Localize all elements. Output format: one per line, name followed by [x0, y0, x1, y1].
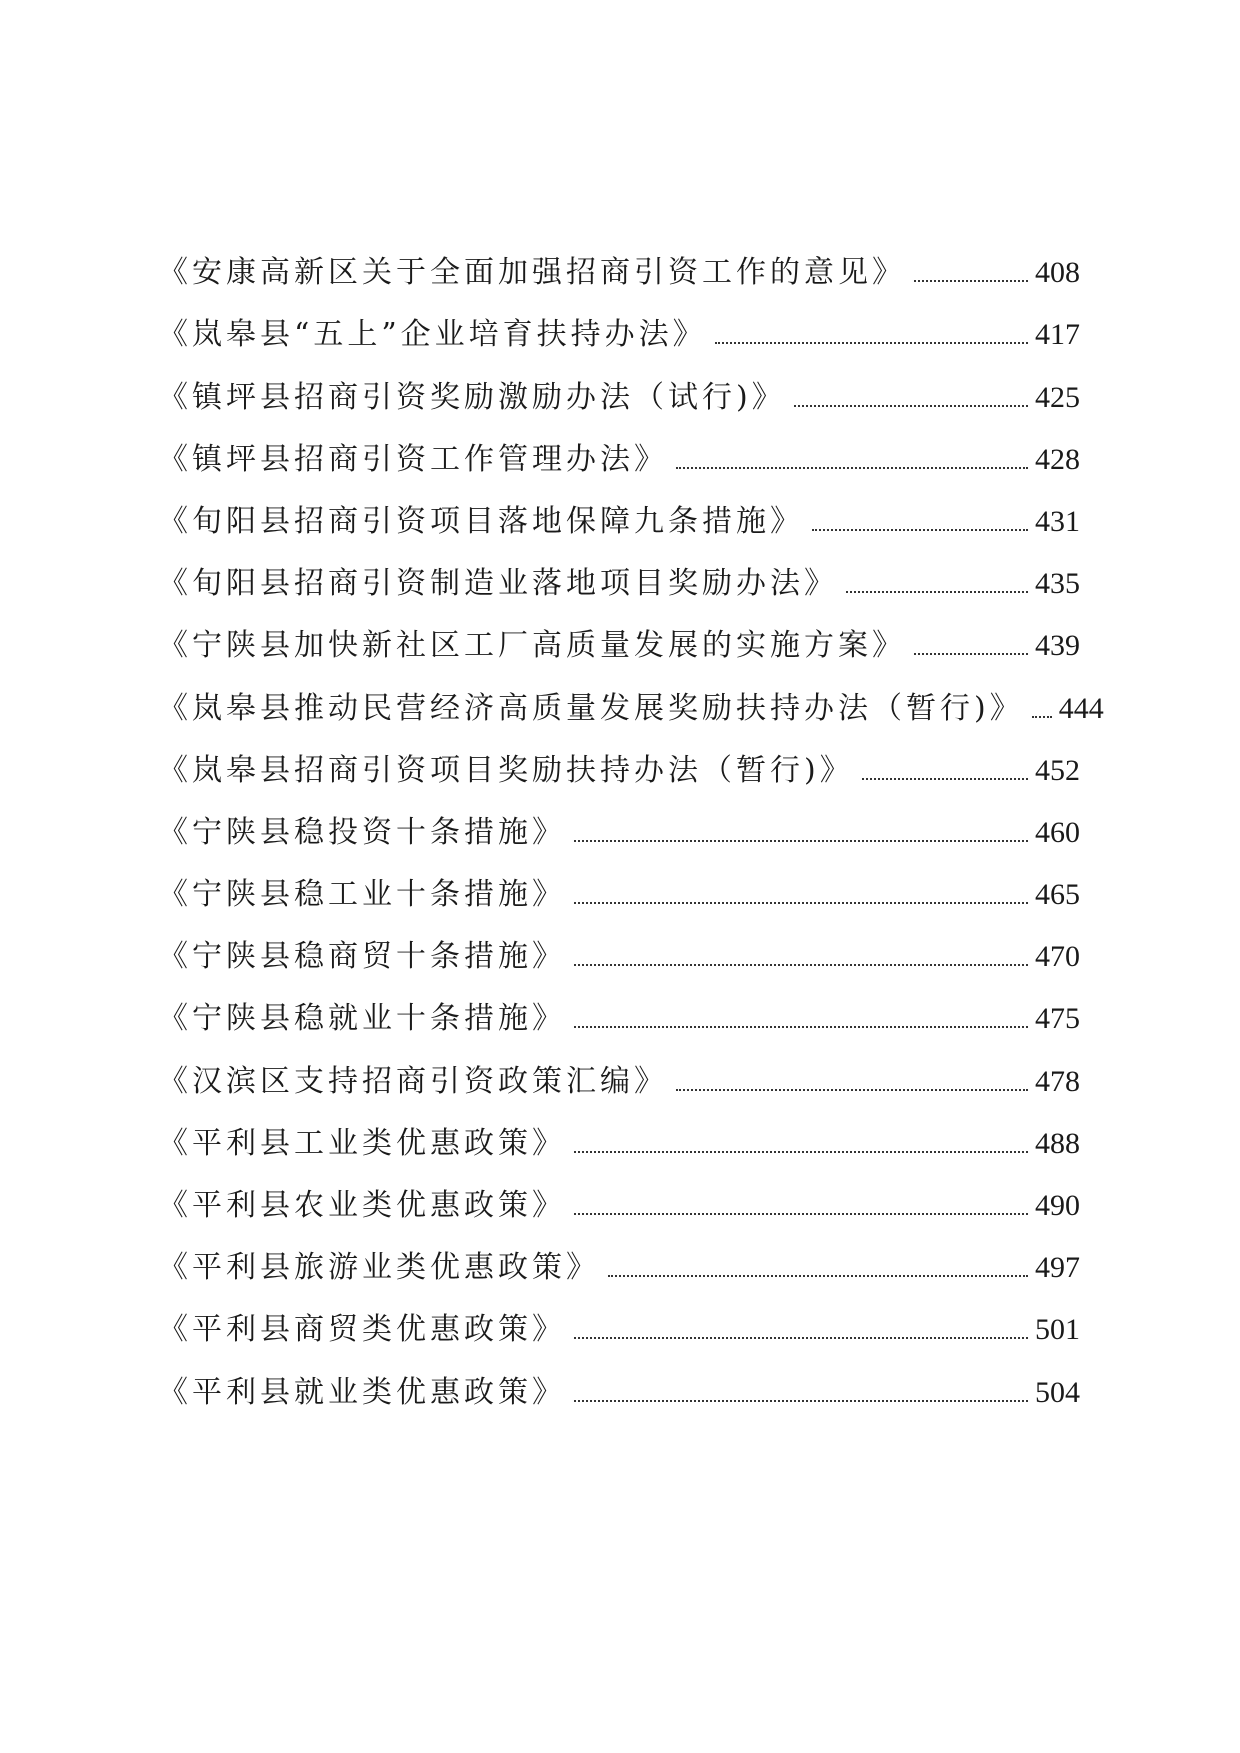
- toc-entry[interactable]: [158, 1036, 1080, 1098]
- dot-leader: [574, 964, 1028, 966]
- toc-entry-title: 《岚皋县“五上”企业培育扶持办法》: [158, 317, 707, 353]
- dot-leader: [794, 405, 1028, 407]
- toc-entry[interactable]: [158, 974, 1080, 1036]
- toc-entry[interactable]: [158, 1099, 1080, 1161]
- toc-entry[interactable]: [158, 663, 1104, 726]
- toc-entry-title: 《镇坪县招商引资奖励激励办法（试行)》: [158, 379, 786, 415]
- toc-entry[interactable]: [158, 601, 1080, 663]
- dot-leader: [574, 840, 1028, 842]
- dot-leader: [914, 280, 1028, 282]
- toc-entry-title: 《镇坪县招商引资工作管理办法》: [158, 441, 668, 477]
- toc-entry[interactable]: [158, 1347, 1080, 1409]
- toc-entry-title: 《宁陕县稳商贸十条措施》: [158, 939, 566, 975]
- toc-entry-title: 《岚皋县招商引资项目奖励扶持办法（暂行)》: [158, 752, 854, 788]
- toc-entry-page: 425: [1035, 380, 1080, 414]
- toc-entry[interactable]: [158, 539, 1080, 601]
- toc-entry-page: 504: [1035, 1375, 1080, 1409]
- dot-leader: [574, 1151, 1028, 1153]
- toc-entry-page: 488: [1035, 1126, 1080, 1160]
- dot-leader: [715, 342, 1028, 344]
- toc-entry-page: 465: [1035, 878, 1080, 912]
- toc-entry-title: 《岚皋县推动民营经济高质量发展奖励扶持办法（暂行)》: [158, 690, 1024, 726]
- toc-entry-page: 408: [1035, 256, 1080, 290]
- dot-leader: [914, 653, 1028, 655]
- toc-entry-page: 460: [1035, 815, 1080, 849]
- toc-entry-page: 478: [1035, 1064, 1080, 1098]
- dot-leader: [574, 1400, 1028, 1402]
- toc-entry-page: 431: [1035, 504, 1080, 538]
- toc-entry-title: 《平利县商贸类优惠政策》: [158, 1312, 566, 1348]
- toc-entry-page: 439: [1035, 629, 1080, 663]
- toc-entry[interactable]: [158, 290, 1080, 352]
- toc-entry-page: 490: [1035, 1189, 1080, 1222]
- toc-entry[interactable]: [158, 228, 1080, 290]
- toc-entry[interactable]: [158, 415, 1080, 477]
- toc-entry-page: 435: [1035, 567, 1080, 601]
- toc-entry[interactable]: [158, 912, 1080, 974]
- dot-leader: [846, 591, 1028, 593]
- toc-entry-title: 《宁陕县稳工业十条措施》: [158, 877, 566, 913]
- toc-entry-title: 《宁陕县稳就业十条措施》: [158, 1001, 566, 1037]
- dot-leader: [676, 1089, 1028, 1091]
- toc-entry-page: 452: [1035, 753, 1080, 787]
- toc-entry-title: 《宁陕县加快新社区工厂高质量发展的实施方案》: [158, 628, 906, 664]
- dot-leader: [862, 778, 1028, 780]
- dot-leader: [676, 467, 1028, 469]
- toc-entry-page: 475: [1035, 1002, 1080, 1036]
- toc-entry[interactable]: [158, 1285, 1080, 1347]
- dot-leader: [608, 1275, 1028, 1277]
- dot-leader: [574, 902, 1028, 904]
- toc-entry-page: 501: [1035, 1313, 1080, 1347]
- toc-entry-title: 《安康高新区关于全面加强招商引资工作的意见》: [158, 255, 906, 291]
- dot-leader: [1032, 716, 1052, 718]
- table-of-contents: [158, 228, 1104, 1410]
- toc-entry-title: 《平利县农业类优惠政策》: [158, 1188, 566, 1223]
- toc-entry[interactable]: [158, 477, 1080, 539]
- toc-entry[interactable]: [158, 352, 1080, 414]
- dot-leader: [574, 1213, 1028, 1215]
- toc-entry[interactable]: [158, 1161, 1080, 1223]
- toc-entry-title: 《旬阳县招商引资项目落地保障九条措施》: [158, 503, 804, 539]
- toc-entry[interactable]: [158, 726, 1080, 788]
- dot-leader: [812, 529, 1028, 531]
- toc-entry-page: 470: [1035, 940, 1080, 974]
- toc-entry-page: 444: [1058, 691, 1104, 725]
- toc-entry-title: 《平利县就业类优惠政策》: [158, 1374, 566, 1410]
- toc-entry[interactable]: [158, 850, 1080, 912]
- toc-entry-title: 《平利县旅游业类优惠政策》: [158, 1250, 600, 1286]
- dot-leader: [574, 1026, 1028, 1028]
- toc-entry-title: 《旬阳县招商引资制造业落地项目奖励办法》: [158, 566, 838, 602]
- toc-entry-page: 417: [1035, 318, 1080, 352]
- dot-leader: [574, 1337, 1028, 1339]
- toc-entry-title: 《宁陕县稳投资十条措施》: [158, 814, 566, 850]
- toc-entry-title: 《汉滨区支持招商引资政策汇编》: [158, 1063, 668, 1099]
- toc-entry[interactable]: [158, 788, 1080, 850]
- toc-entry-title: 《平利县工业类优惠政策》: [158, 1125, 566, 1161]
- toc-entry[interactable]: [158, 1223, 1080, 1285]
- toc-entry-page: 428: [1035, 442, 1080, 476]
- toc-entry-page: 497: [1035, 1251, 1080, 1285]
